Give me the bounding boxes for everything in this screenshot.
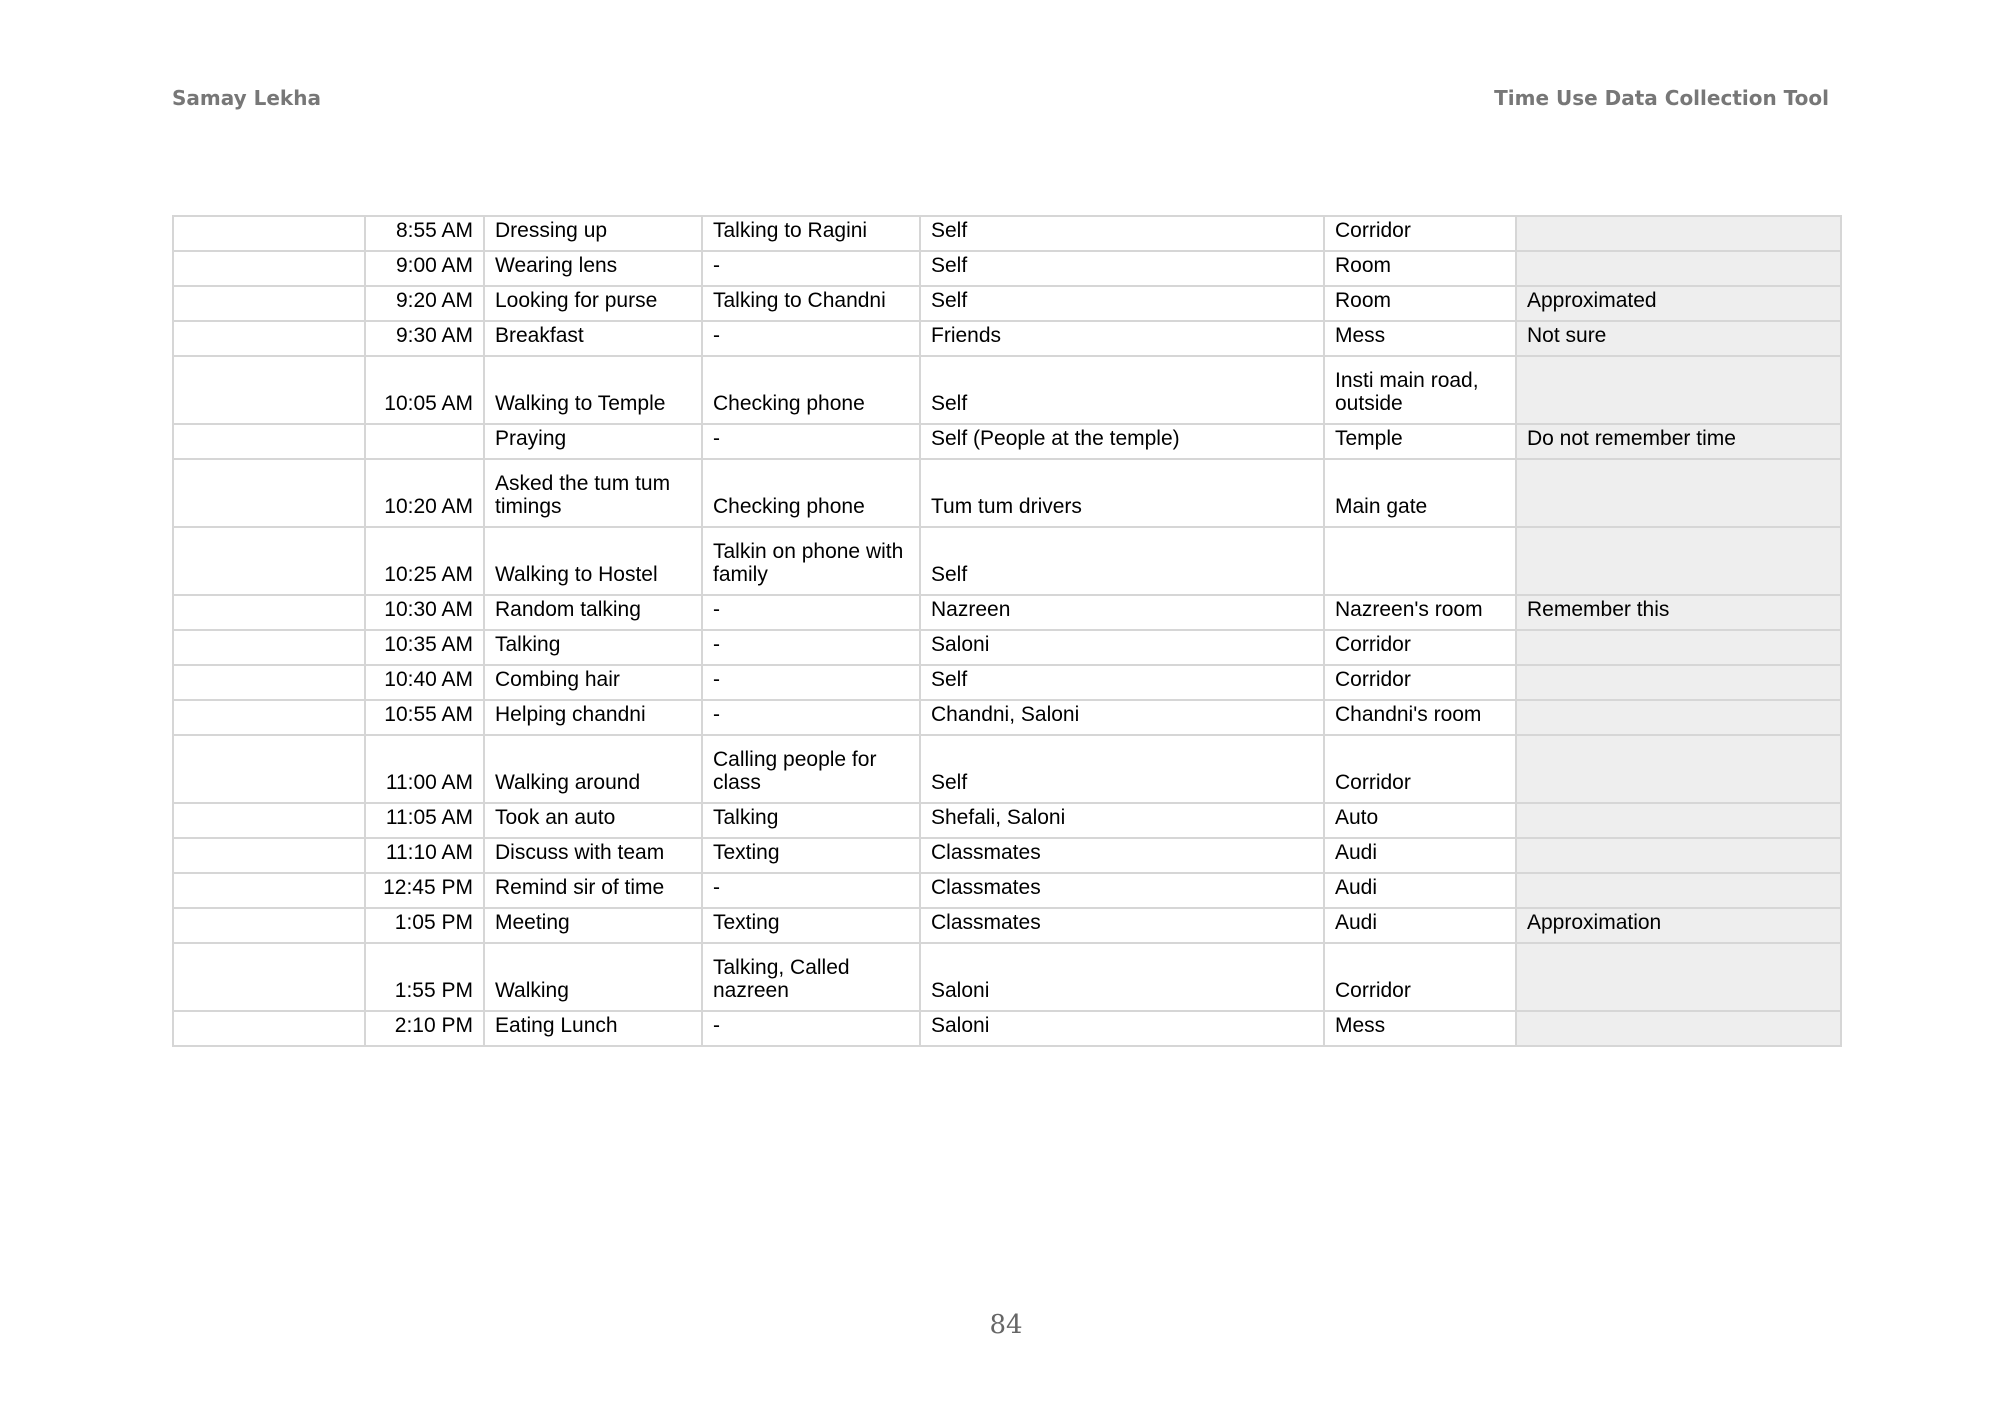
cell-blank xyxy=(173,527,365,595)
cell-notes xyxy=(1516,459,1841,527)
cell-blank xyxy=(173,424,365,459)
cell-secondary-activity: Calling people for class xyxy=(702,735,920,803)
cell-activity: Looking for purse xyxy=(484,286,702,321)
cell-with-whom: Self xyxy=(920,527,1324,595)
cell-notes: Not sure xyxy=(1516,321,1841,356)
table-row xyxy=(173,356,1841,424)
cell-time: 11:00 AM xyxy=(365,735,484,803)
cell-location: Audi xyxy=(1324,873,1516,908)
cell-notes xyxy=(1516,665,1841,700)
cell-secondary-activity: Talking, Called nazreen xyxy=(702,943,920,1011)
cell-with-whom: Classmates xyxy=(920,838,1324,873)
cell-secondary-activity: - xyxy=(702,251,920,286)
cell-location: Audi xyxy=(1324,838,1516,873)
cell-activity: Combing hair xyxy=(484,665,702,700)
cell-notes xyxy=(1516,216,1841,251)
cell-time: 11:05 AM xyxy=(365,803,484,838)
cell-with-whom: Saloni xyxy=(920,943,1324,1011)
cell-time: 1:05 PM xyxy=(365,908,484,943)
cell-activity: Meeting xyxy=(484,908,702,943)
cell-time: 11:10 AM xyxy=(365,838,484,873)
table-row xyxy=(173,700,1841,735)
cell-activity: Remind sir of time xyxy=(484,873,702,908)
cell-location: Main gate xyxy=(1324,459,1516,527)
cell-with-whom: Saloni xyxy=(920,630,1324,665)
table-row xyxy=(173,735,1841,803)
cell-time: 8:55 AM xyxy=(365,216,484,251)
cell-blank xyxy=(173,595,365,630)
table-row xyxy=(173,803,1841,838)
cell-location: Corridor xyxy=(1324,630,1516,665)
cell-notes xyxy=(1516,251,1841,286)
cell-with-whom: Self xyxy=(920,251,1324,286)
cell-time: 9:30 AM xyxy=(365,321,484,356)
cell-blank xyxy=(173,251,365,286)
cell-secondary-activity: Texting xyxy=(702,908,920,943)
cell-location: Nazreen's room xyxy=(1324,595,1516,630)
cell-secondary-activity: Talkin on phone with family xyxy=(702,527,920,595)
cell-secondary-activity: - xyxy=(702,321,920,356)
cell-activity: Breakfast xyxy=(484,321,702,356)
cell-blank xyxy=(173,803,365,838)
header-document-title: Samay Lekha xyxy=(172,86,321,110)
cell-blank xyxy=(173,630,365,665)
cell-activity: Discuss with team xyxy=(484,838,702,873)
cell-location: Corridor xyxy=(1324,216,1516,251)
cell-location: Corridor xyxy=(1324,735,1516,803)
cell-with-whom: Tum tum drivers xyxy=(920,459,1324,527)
cell-notes xyxy=(1516,735,1841,803)
cell-notes xyxy=(1516,873,1841,908)
cell-notes xyxy=(1516,838,1841,873)
cell-blank xyxy=(173,459,365,527)
cell-with-whom: Classmates xyxy=(920,908,1324,943)
cell-with-whom: Self xyxy=(920,286,1324,321)
table-row xyxy=(173,459,1841,527)
cell-notes xyxy=(1516,1011,1841,1046)
table-row xyxy=(173,595,1841,630)
cell-location: Chandni's room xyxy=(1324,700,1516,735)
cell-blank xyxy=(173,873,365,908)
cell-blank xyxy=(173,838,365,873)
cell-time: 12:45 PM xyxy=(365,873,484,908)
cell-location: Corridor xyxy=(1324,943,1516,1011)
cell-time: 10:40 AM xyxy=(365,665,484,700)
cell-location: Audi xyxy=(1324,908,1516,943)
cell-notes xyxy=(1516,630,1841,665)
cell-notes xyxy=(1516,803,1841,838)
table-row xyxy=(173,873,1841,908)
cell-with-whom: Shefali, Saloni xyxy=(920,803,1324,838)
cell-notes: Do not remember time xyxy=(1516,424,1841,459)
table-row xyxy=(173,908,1841,943)
cell-secondary-activity: Checking phone xyxy=(702,356,920,424)
cell-blank xyxy=(173,216,365,251)
cell-with-whom: Classmates xyxy=(920,873,1324,908)
cell-secondary-activity: Talking to Ragini xyxy=(702,216,920,251)
cell-activity: Walking xyxy=(484,943,702,1011)
cell-activity: Talking xyxy=(484,630,702,665)
cell-activity: Wearing lens xyxy=(484,251,702,286)
cell-activity: Took an auto xyxy=(484,803,702,838)
cell-notes: Approximated xyxy=(1516,286,1841,321)
cell-with-whom: Self (People at the temple) xyxy=(920,424,1324,459)
cell-notes xyxy=(1516,943,1841,1011)
table-row xyxy=(173,424,1841,459)
table-row xyxy=(173,665,1841,700)
cell-notes: Remember this xyxy=(1516,595,1841,630)
cell-blank xyxy=(173,1011,365,1046)
cell-time: 10:30 AM xyxy=(365,595,484,630)
table-row xyxy=(173,943,1841,1011)
time-use-log-body xyxy=(173,216,1841,1046)
cell-with-whom: Friends xyxy=(920,321,1324,356)
cell-location: Mess xyxy=(1324,1011,1516,1046)
cell-location: Auto xyxy=(1324,803,1516,838)
cell-activity: Random talking xyxy=(484,595,702,630)
cell-secondary-activity: Talking xyxy=(702,803,920,838)
table-row xyxy=(173,216,1841,251)
table-row xyxy=(173,321,1841,356)
cell-with-whom: Self xyxy=(920,216,1324,251)
cell-secondary-activity: Checking phone xyxy=(702,459,920,527)
table-row xyxy=(173,527,1841,595)
table-row xyxy=(173,286,1841,321)
cell-blank xyxy=(173,943,365,1011)
cell-activity: Dressing up xyxy=(484,216,702,251)
cell-location: Room xyxy=(1324,251,1516,286)
cell-location: Insti main road, outside xyxy=(1324,356,1516,424)
cell-secondary-activity: - xyxy=(702,873,920,908)
cell-location: Mess xyxy=(1324,321,1516,356)
table-row xyxy=(173,630,1841,665)
table-row xyxy=(173,838,1841,873)
cell-time: 1:55 PM xyxy=(365,943,484,1011)
cell-location xyxy=(1324,527,1516,595)
cell-secondary-activity: Talking to Chandni xyxy=(702,286,920,321)
cell-location: Temple xyxy=(1324,424,1516,459)
table-row xyxy=(173,251,1841,286)
cell-activity: Helping chandni xyxy=(484,700,702,735)
cell-activity: Walking to Hostel xyxy=(484,527,702,595)
cell-location: Room xyxy=(1324,286,1516,321)
cell-secondary-activity: - xyxy=(702,630,920,665)
cell-time xyxy=(365,424,484,459)
cell-time: 2:10 PM xyxy=(365,1011,484,1046)
cell-blank xyxy=(173,700,365,735)
cell-with-whom: Nazreen xyxy=(920,595,1324,630)
cell-time: 10:20 AM xyxy=(365,459,484,527)
cell-with-whom: Self xyxy=(920,356,1324,424)
cell-with-whom: Self xyxy=(920,665,1324,700)
cell-secondary-activity: - xyxy=(702,424,920,459)
cell-time: 9:20 AM xyxy=(365,286,484,321)
page-number: 84 xyxy=(989,1310,1023,1340)
cell-activity: Eating Lunch xyxy=(484,1011,702,1046)
cell-activity: Asked the tum tum timings xyxy=(484,459,702,527)
time-use-log-table xyxy=(172,215,1842,1047)
header-tool-title: Time Use Data Collection Tool xyxy=(1494,86,1829,110)
cell-blank xyxy=(173,735,365,803)
cell-time: 10:25 AM xyxy=(365,527,484,595)
cell-time: 10:05 AM xyxy=(365,356,484,424)
cell-blank xyxy=(173,665,365,700)
cell-activity: Walking around xyxy=(484,735,702,803)
cell-notes xyxy=(1516,700,1841,735)
cell-secondary-activity: - xyxy=(702,595,920,630)
table-row xyxy=(173,1011,1841,1046)
cell-notes xyxy=(1516,356,1841,424)
cell-with-whom: Chandni, Saloni xyxy=(920,700,1324,735)
cell-blank xyxy=(173,286,365,321)
cell-activity: Walking to Temple xyxy=(484,356,702,424)
cell-time: 10:35 AM xyxy=(365,630,484,665)
cell-activity: Praying xyxy=(484,424,702,459)
cell-secondary-activity: Texting xyxy=(702,838,920,873)
cell-blank xyxy=(173,356,365,424)
cell-with-whom: Saloni xyxy=(920,1011,1324,1046)
cell-secondary-activity: - xyxy=(702,665,920,700)
cell-blank xyxy=(173,908,365,943)
cell-notes: Approximation xyxy=(1516,908,1841,943)
cell-location: Corridor xyxy=(1324,665,1516,700)
cell-with-whom: Self xyxy=(920,735,1324,803)
cell-notes xyxy=(1516,527,1841,595)
cell-time: 9:00 AM xyxy=(365,251,484,286)
cell-secondary-activity: - xyxy=(702,1011,920,1046)
cell-time: 10:55 AM xyxy=(365,700,484,735)
cell-secondary-activity: - xyxy=(702,700,920,735)
cell-blank xyxy=(173,321,365,356)
